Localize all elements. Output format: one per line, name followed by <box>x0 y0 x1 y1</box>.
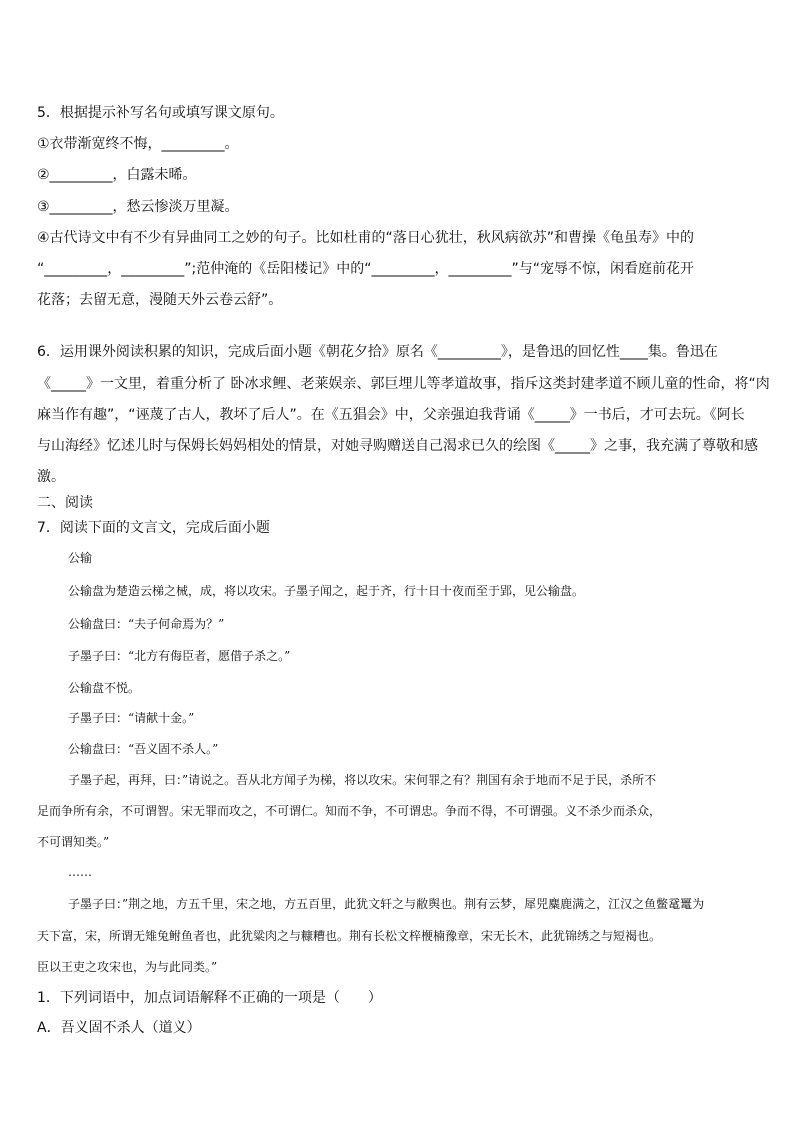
passage-paragraph-7-line-2: 足而争所有余，不可谓智。宋无罪而攻之，不可谓仁。知而不争，不可谓忠。争而不得，不可谓强。义不杀少而杀众， <box>37 804 662 818</box>
passage-paragraph-7-line-1: 子墨子起，再拜，曰：”请说之。吾从北方闻子为梯，将以攻宋。宋何罪之有？荆国有余于地而不足于民，杀所不 <box>68 773 657 787</box>
passage-title: 公输 <box>68 551 93 565</box>
q6-line-2: 《_____》一文里，着重分析了 卧冰求鲤、老莱娱亲、郭巨埋儿等孝道故事，指斥这类封建孝道不顾儿童的性命，将“肉 <box>37 376 770 392</box>
q6-line-1: 6．运用课外阅读积累的知识，完成后面小题《朝花夕拾》原名《_________》，是鲁迅的回忆性____集。鲁迅在 <box>37 344 718 360</box>
q5-item-3: ③_________，愁云惨淡万里凝。 <box>37 199 239 215</box>
section-heading: 二、阅读 <box>37 495 93 511</box>
passage-paragraph-1: 公输盘为楚造云梯之械，成，将以攻宋。子墨子闻之，起于齐，行十日十夜而至于郢，见公输盘。 <box>68 584 585 598</box>
q5-item-4-line-1: ④古代诗文中有不少有异曲同工之妙的句子。比如杜甫的“落日心犹壮，秋风病欲苏”和曹操《龟虽寿》中的 <box>37 230 695 246</box>
q6-line-3: 麻当作有趣”，“诬蔑了古人，教坏了后人”。在《五猖会》中，父亲强迫我背诵《_____》一书后，才可去玩。《阿长 <box>37 407 745 423</box>
passage-paragraph-6: 公输盘曰：“吾义固不杀人。” <box>68 742 219 756</box>
question-1-stem: 1．下列词语中，加点词语解释不正确的一项是（ ） <box>37 990 382 1006</box>
q5-item-4-line-3: 花落；去留无意，漫随天外云卷云舒”。 <box>37 292 283 308</box>
q5-title: 5．根据提示补写名句或填写课文原句。 <box>37 105 284 121</box>
passage-paragraph-8-line-2: 天下富，宋，所谓无雉兔鲋鱼者也，此犹粱肉之与糠糟也。荆有长松文梓楩楠豫章，宋无长木，此犹锦绣之与短褐也。 <box>37 929 662 943</box>
question-1-option-a: A．吾义固不杀人（道义） <box>37 1020 201 1036</box>
passage-paragraph-5: 子墨子曰：“请献十金。” <box>68 711 195 725</box>
q5-item-1: ①衣带渐宽终不悔，_________。 <box>37 136 239 152</box>
q6-line-5: 激。 <box>37 469 65 485</box>
q5-item-2: ②_________，白露未晞。 <box>37 167 197 183</box>
passage-paragraph-8-line-3: 臣以王吏之攻宋也，为与此同类。” <box>37 960 218 974</box>
q7-title: 7．阅读下面的文言文，完成后面小题 <box>37 520 270 536</box>
q6-line-4: 与山海经》忆述儿时与保姆长妈妈相处的情景，对她寻购赠送自己渴求已久的绘图《_____》之事，我充满了尊敬和感 <box>37 438 758 454</box>
passage-paragraph-7-line-3: 不可谓知类。” <box>37 835 110 849</box>
q5-item-4-line-2: “_________，_________”;范仲淹的《岳阳楼记》中的“_________，_________”与“宠辱不惊，闲看庭前花开 <box>37 261 694 277</box>
passage-ellipsis: …… <box>68 865 92 879</box>
passage-paragraph-3: 子墨子曰：“北方有侮臣者，愿借子杀之。” <box>68 649 291 663</box>
passage-paragraph-4: 公输盘不悦。 <box>68 681 141 695</box>
passage-paragraph-2: 公输盘曰：“夫子何命焉为？” <box>68 617 225 631</box>
passage-paragraph-8-line-1: 子墨子曰：”荆之地，方五千里，宋之地，方五百里，此犹文轩之与敝舆也。荆有云梦，犀兕麋鹿满之，江汉之鱼鳖鼋鼍为 <box>68 897 705 911</box>
